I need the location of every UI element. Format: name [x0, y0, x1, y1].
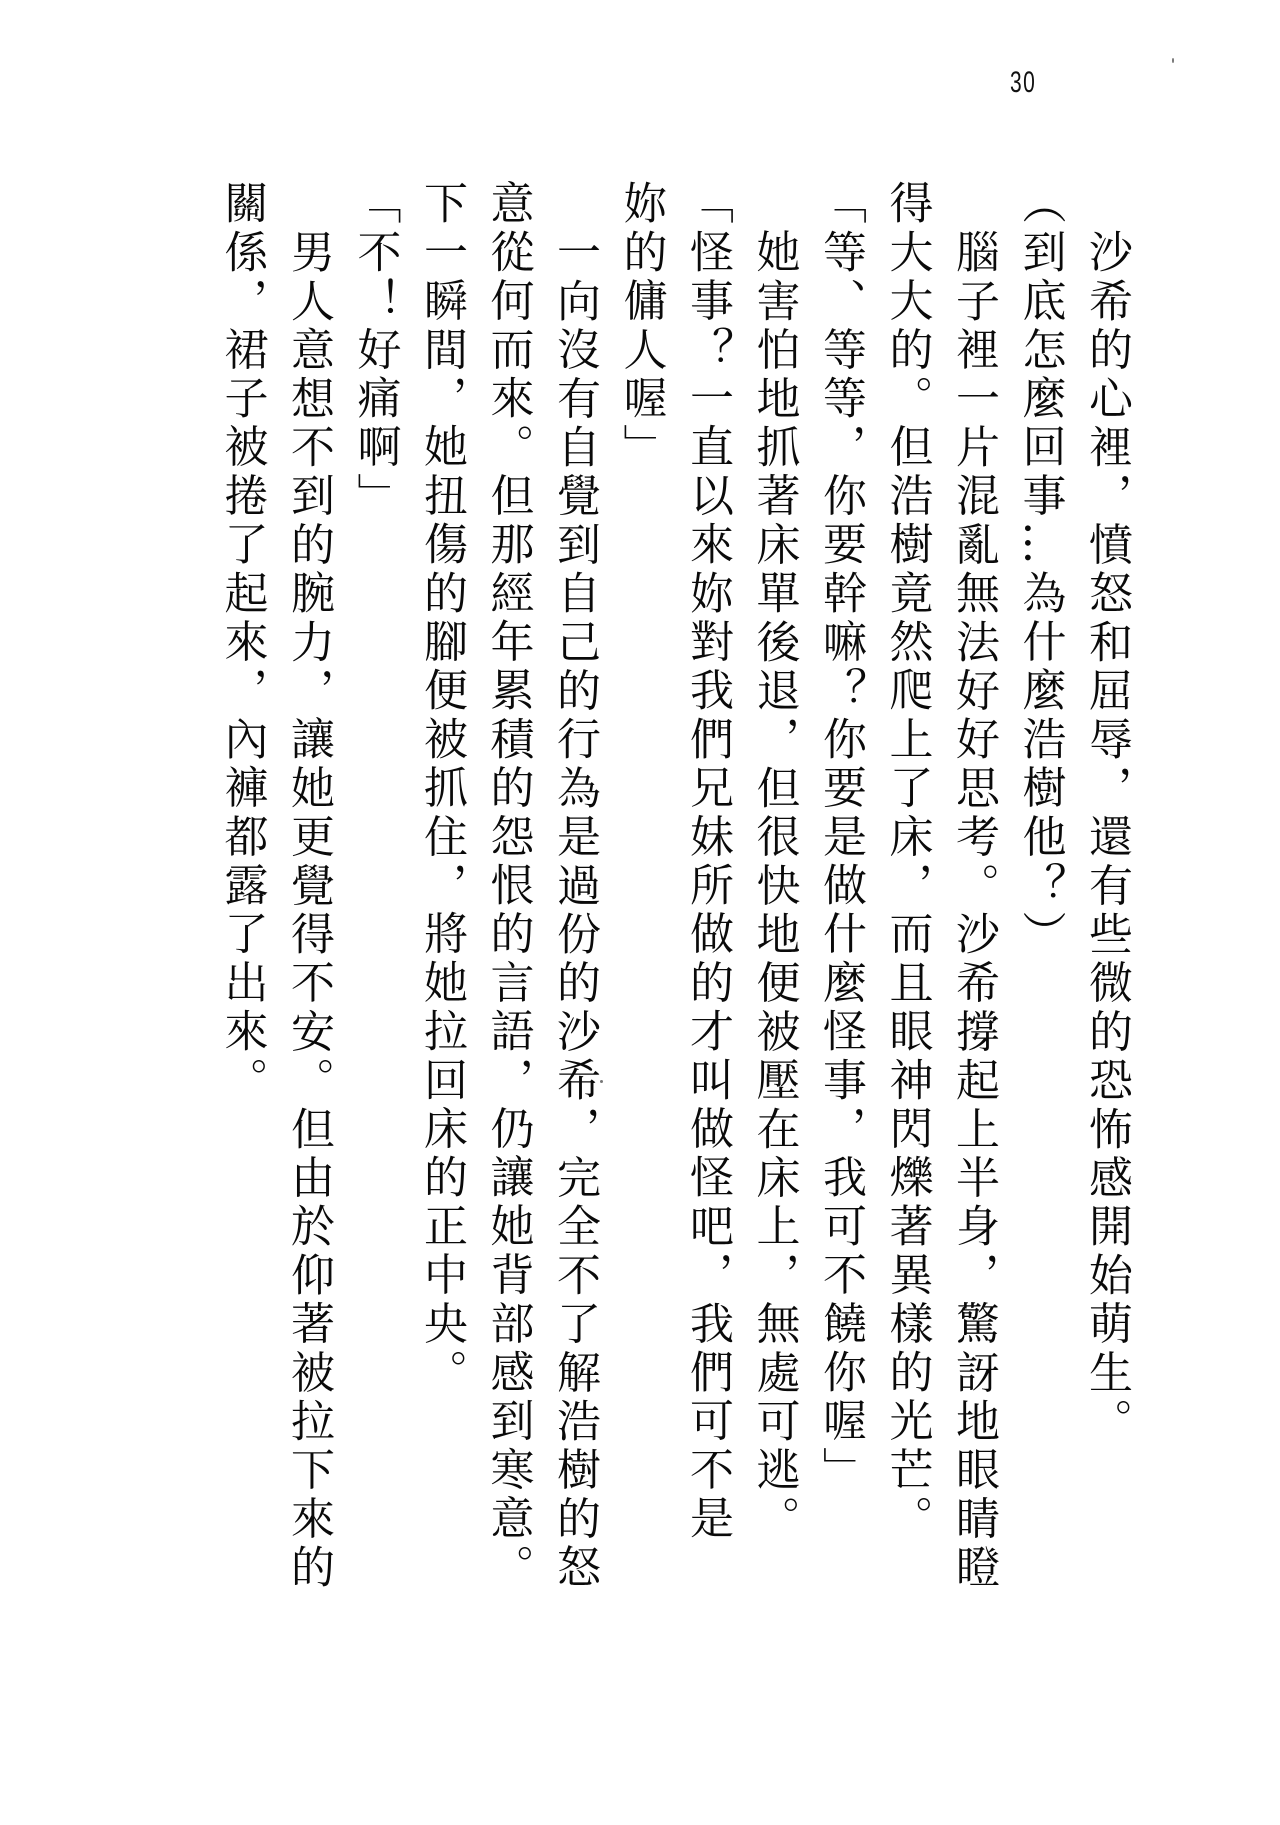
text-column: 意從何而來。但那經年累積的怨恨的言語，仍讓她背部感到寒意。	[482, 180, 534, 1593]
text-column: 妳的傭人喔」	[615, 180, 667, 473]
text-column: 關係，裙子被捲了起來，內褲都露了出來。	[216, 180, 268, 1106]
text-column: （到底怎麼回事…為什麼浩樹他？）	[1014, 180, 1066, 960]
text-column: 腦子裡一片混亂無法好好思考。沙希撐起上半身，驚訝地眼睛瞪	[948, 228, 999, 1593]
text-column: 「怪事？一直以來妳對我們兄妹所做的才叫做怪吧，我們可不是	[682, 180, 733, 1544]
scan-speck	[1172, 58, 1174, 63]
scan-speck	[600, 1080, 603, 1083]
text-column: 一向沒有自覺到自己的行為是過份的沙希，完全不了解浩樹的怒	[549, 228, 600, 1593]
text-column: 得大大的。但浩樹竟然爬上了床，而且眼神閃爍著異樣的光芒。	[881, 180, 933, 1544]
text-column: 她害怕地抓著床單後退，但很快地便被壓在床上，無處可逃。	[748, 228, 800, 1544]
text-column: 「不！好痛啊」	[349, 180, 401, 521]
text-column: 下一瞬間，她扭傷的腳便被抓住，將她拉回床的正中央。	[416, 180, 467, 1398]
text-column: 沙希的心裡，憤怒和屈辱，還有些微的恐怖感開始萌生。	[1081, 228, 1132, 1447]
text-column: 「等、等等，你要幹嘛？你要是做什麼怪事，我可不饒你喔」	[815, 180, 866, 1495]
text-column: 男人意想不到的腕力，讓她更覺得不安。但由於仰著被拉下來的	[283, 228, 334, 1593]
page-number: 30	[1010, 66, 1037, 99]
